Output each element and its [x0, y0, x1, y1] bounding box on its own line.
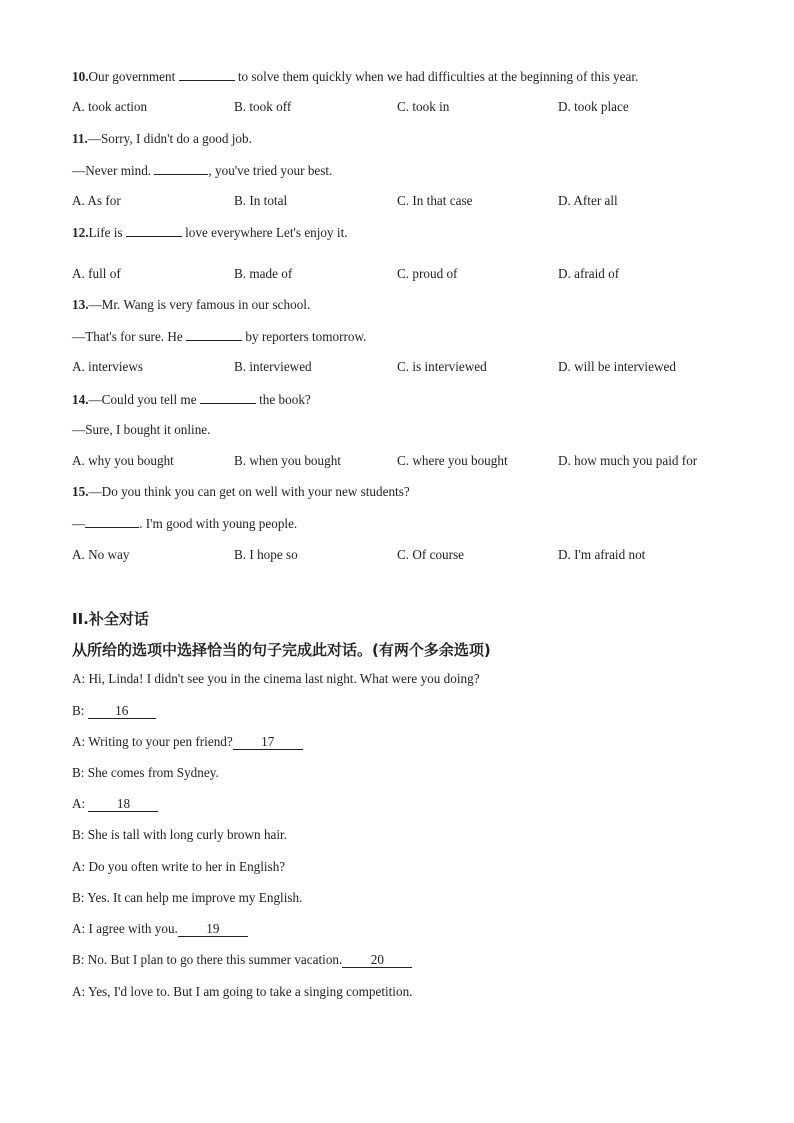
answer-blank[interactable]: 20 [342, 953, 412, 968]
dialogue-line [72, 827, 287, 843]
dialogue-line [72, 921, 248, 937]
option-c[interactable]: C. took in [397, 99, 450, 114]
question-text: —Never mind. [72, 163, 155, 178]
option-d[interactable]: D. took place [558, 99, 629, 114]
question-number: 10. [72, 69, 89, 84]
answer-blank[interactable]: 18 [88, 797, 158, 812]
question-text: the book? [255, 392, 311, 407]
option-c[interactable]: C. proud of [397, 266, 458, 281]
option-a[interactable]: A. took action [72, 99, 148, 114]
option-a[interactable]: A. full of [72, 266, 121, 281]
option-c[interactable]: C. Of course [397, 547, 465, 562]
option-b[interactable]: B. when you bought [234, 453, 341, 468]
option-d[interactable]: D. will be interviewed [558, 359, 676, 374]
question-number: 11. [72, 131, 88, 146]
option-d[interactable]: D. I'm afraid not [558, 547, 646, 562]
option-d[interactable]: D. After all [558, 193, 618, 208]
dialogue-text: A: Yes, I'd love to. But I am going to take a singing competition. [72, 984, 413, 999]
question-14 [72, 391, 311, 408]
dialogue-line [72, 859, 285, 875]
question-text: Our government [88, 69, 179, 84]
dialogue-text: B: She comes from Sydney. [72, 765, 219, 780]
question-15 [72, 484, 410, 500]
dialogue-line [72, 671, 480, 687]
question-14-line2 [72, 422, 210, 438]
option-a[interactable]: A. why you bought [72, 453, 174, 468]
section-instruction: 从所给的选项中选择恰当的句子完成此对话。(有两个多余选项) [72, 641, 491, 659]
option-d[interactable]: D. how much you paid for [558, 453, 698, 468]
option-b[interactable]: B. made of [234, 266, 293, 281]
question-text: — [72, 516, 86, 531]
question-text: love everywhere Let's enjoy it. [181, 225, 348, 240]
option-a[interactable]: A. interviews [72, 359, 144, 374]
option-b[interactable]: B. In total [234, 193, 288, 208]
option-d[interactable]: D. afraid of [558, 266, 620, 281]
question-14-options [0, 453, 794, 469]
question-number: 12. [72, 225, 89, 240]
question-11 [72, 131, 252, 147]
dialogue-line [72, 734, 303, 750]
dialogue-line [72, 890, 302, 906]
question-13-line2 [72, 328, 366, 345]
dialogue-text: A: [72, 796, 89, 811]
question-10-options [0, 99, 794, 115]
option-a[interactable]: A. No way [72, 547, 130, 562]
dialogue-text: A: Hi, Linda! I didn't see you in the cinema last night. What were you doing? [72, 671, 480, 686]
option-c[interactable]: C. In that case [397, 193, 473, 208]
dialogue-line [72, 765, 219, 781]
question-15-line2 [72, 515, 297, 532]
answer-blank[interactable] [154, 162, 208, 175]
question-13 [72, 297, 310, 313]
question-text: —Do you think you can get on well with your new students? [88, 484, 410, 499]
question-text: —That's for sure. He [72, 329, 187, 344]
dialogue-text: A: Do you often write to her in English? [72, 859, 286, 874]
dialogue-text: A: I agree with you. [72, 921, 178, 936]
option-a[interactable]: A. As for [72, 193, 121, 208]
section-heading: II.补全对话 [72, 610, 149, 628]
question-text: —Sorry, I didn't do a good job. [87, 131, 252, 146]
dialogue-text: B: She is tall with long curly brown hair. [72, 827, 288, 842]
dialogue-line [72, 703, 156, 719]
answer-blank[interactable] [200, 391, 256, 404]
option-b[interactable]: B. interviewed [234, 359, 312, 374]
question-11-options [0, 193, 794, 209]
question-13-options [0, 359, 794, 375]
answer-blank[interactable] [126, 224, 182, 237]
question-12 [72, 224, 348, 241]
dialogue-text: A: Writing to your pen friend? [72, 734, 233, 749]
question-text: , you've tried your best. [208, 163, 333, 178]
question-text: Life is [88, 225, 126, 240]
dialogue-line [72, 952, 412, 968]
answer-blank[interactable]: 19 [178, 922, 248, 937]
question-10 [72, 68, 638, 85]
question-11-line2 [72, 162, 332, 179]
question-12-options [0, 266, 794, 282]
answer-blank[interactable]: 17 [233, 735, 303, 750]
dialogue-line [72, 796, 158, 812]
question-text: —Mr. Wang is very famous in our school. [88, 297, 311, 312]
question-text: to solve them quickly when we had difficulties at the beginning of this year. [234, 69, 639, 84]
option-b[interactable]: B. I hope so [234, 547, 298, 562]
question-number: 14. [72, 392, 89, 407]
dialogue-text: B: No. But I plan to go there this summer vacation. [72, 952, 343, 967]
question-number: 15. [72, 484, 89, 499]
question-number: 13. [72, 297, 89, 312]
answer-blank[interactable] [85, 515, 139, 528]
question-text: . I'm good with young people. [139, 516, 298, 531]
answer-blank[interactable]: 16 [88, 704, 156, 719]
question-text: —Could you tell me [88, 392, 200, 407]
question-15-options [0, 547, 794, 563]
option-b[interactable]: B. took off [234, 99, 292, 114]
option-c[interactable]: C. where you bought [397, 453, 508, 468]
answer-blank[interactable] [179, 68, 235, 81]
answer-blank[interactable] [186, 328, 242, 341]
question-text: —Sure, I bought it online. [72, 422, 211, 437]
option-c[interactable]: C. is interviewed [397, 359, 487, 374]
dialogue-line [72, 984, 412, 1000]
dialogue-text: B: [72, 703, 88, 718]
dialogue-text: B: Yes. It can help me improve my English. [72, 890, 303, 905]
question-text: by reporters tomorrow. [242, 329, 367, 344]
